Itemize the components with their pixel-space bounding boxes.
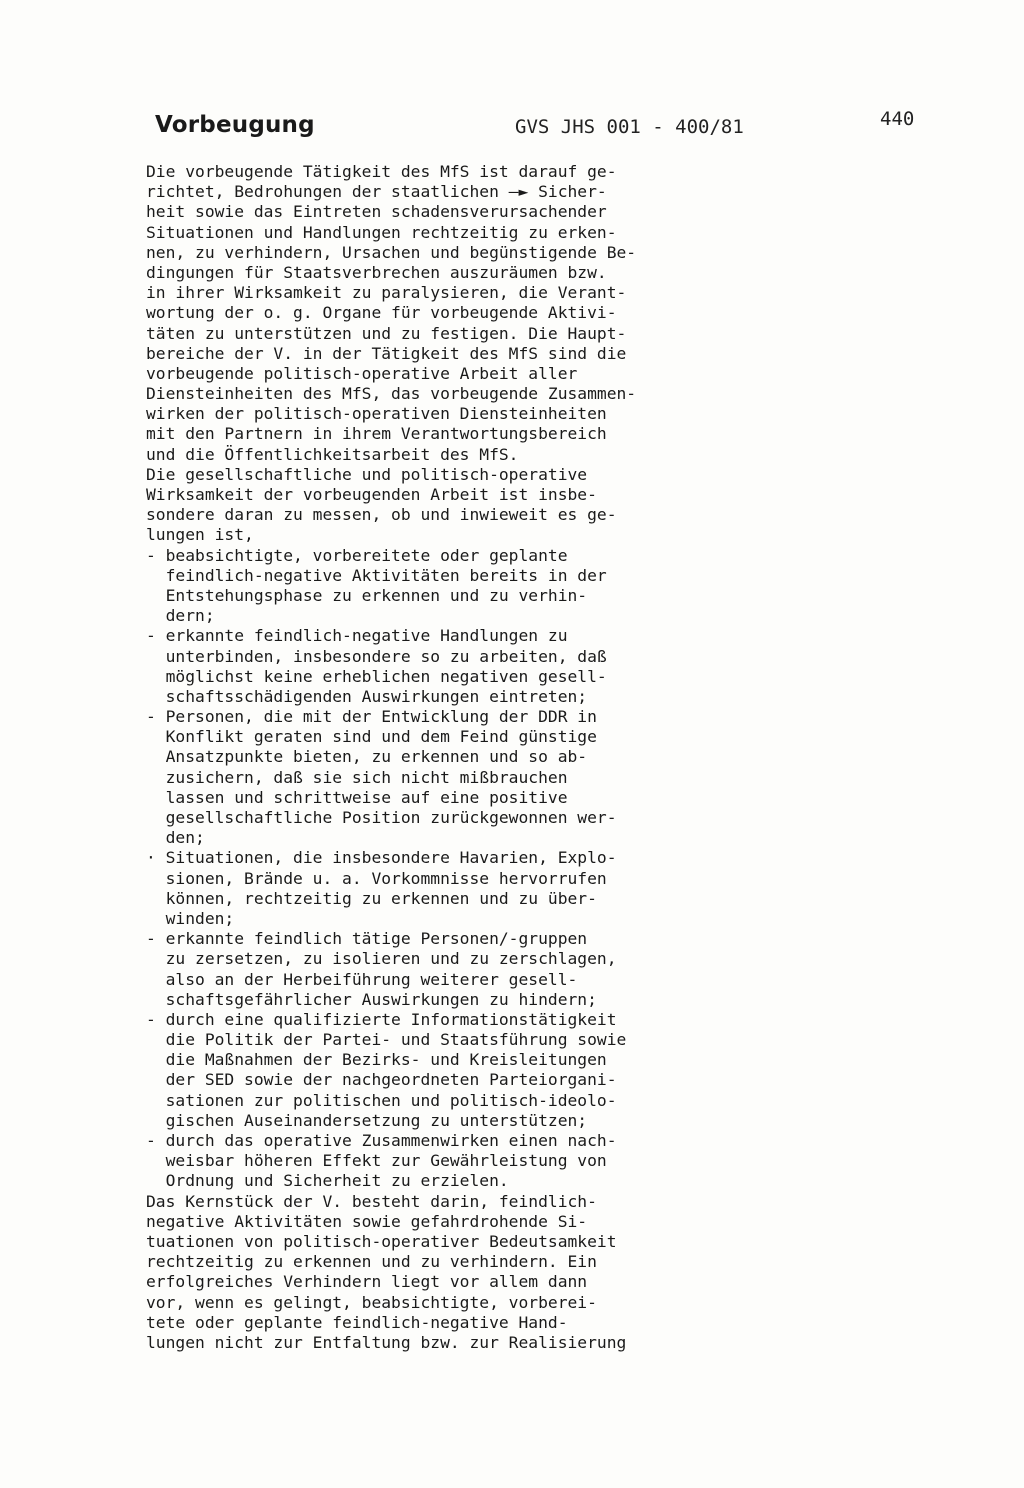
text-line: gesellschaftliche Position zurückgewonnen wer-: [146, 808, 617, 827]
text-line: Ordnung und Sicherheit zu erzielen.: [146, 1171, 509, 1191]
text-line: dern;: [146, 606, 215, 626]
text-line: der SED sowie der nachgeordneten Parteiorgani-: [146, 1070, 617, 1090]
text-line: lungen nicht zur Entfaltung bzw. zur Realisierung: [146, 1332, 627, 1352]
text-line: - Personen, die mit der Entwicklung der DDR in: [146, 707, 597, 727]
text-line: Konflikt geraten sind und dem Feind günstige: [146, 727, 597, 747]
text-line: in ihrer Wirksamkeit zu paralysieren, die Verant-: [146, 283, 627, 303]
text-line: schaftsschädigenden Auswirkungen eintreten;: [146, 686, 588, 706]
document-reference: GVS JHS 001 - 400/81: [515, 116, 744, 138]
text-line: den;: [146, 828, 205, 848]
text-line: - erkannte feindlich-negative Handlungen zu: [146, 626, 568, 646]
text-line: weisbar höheren Effekt zur Gewährleistung von: [146, 1151, 607, 1171]
text-line: möglichst keine erheblichen negativen gesell-: [146, 666, 607, 686]
text-line: also an der Herbeiführung weiterer gesell-: [146, 969, 578, 989]
text-line: die Politik der Partei- und Staatsführung sowie: [146, 1030, 627, 1050]
text-line: Das Kernstück der V. besteht darin, feindlich-: [146, 1191, 597, 1211]
text-line: - beabsichtigte, vorbereitete oder geplante: [146, 545, 568, 565]
text-line: negative Aktivitäten sowie gefahrdrohende Si-: [146, 1211, 588, 1231]
text-line: lungen ist,: [146, 525, 254, 545]
text-line: nen, zu verhindern, Ursachen und begünstigende Be-: [146, 242, 637, 262]
text-line: bereiche der V. in der Tätigkeit des MfS sind die: [146, 343, 627, 363]
page-number: 440: [880, 108, 915, 130]
text-line: vorbeugende politisch-operative Arbeit aller: [146, 363, 578, 383]
text-line: Ansatzpunkte bieten, zu erkennen und so ab-: [146, 747, 588, 767]
text-line: wortung der o. g. Organe für vorbeugende Aktivi-: [146, 303, 617, 323]
body-text: [146, 162, 786, 1353]
text-line: rechtzeitig zu erkennen und zu verhindern. Ein: [146, 1252, 597, 1272]
text-line: lassen und schrittweise auf eine positive: [146, 787, 568, 807]
text-line: - erkannte feindlich tätige Personen/-gruppen: [146, 929, 588, 949]
text-line: feindlich-negative Aktivitäten bereits in der: [146, 565, 607, 585]
text-line: sationen zur politischen und politisch-ideolo-: [146, 1090, 617, 1110]
text-line: richtet, Bedrohungen der staatlichen —► Sicher-: [146, 182, 607, 202]
text-line: wirken der politisch-operativen Diensteinheiten: [146, 404, 607, 424]
text-line: Diensteinheiten des MfS, das vorbeugende Zusammen-: [146, 384, 637, 404]
text-line: Situationen und Handlungen rechtzeitig zu erken-: [146, 222, 617, 242]
text-line: können, rechtzeitig zu erkennen und zu über-: [146, 888, 597, 908]
text-line: - durch das operative Zusammenwirken einen nach-: [146, 1131, 617, 1150]
text-line: zu zersetzen, zu isolieren und zu zerschlagen,: [146, 949, 617, 969]
text-line: Entstehungsphase zu erkennen und zu verhin-: [146, 585, 588, 605]
text-line: zusichern, daß sie sich nicht mißbrauchen: [146, 767, 568, 787]
text-line: Wirksamkeit der vorbeugenden Arbeit ist insbe-: [146, 485, 597, 504]
text-line: winden;: [146, 908, 235, 928]
text-line: mit den Partnern in ihrem Verantwortungsbereich: [146, 424, 607, 444]
text-line: und die Öffentlichkeitsarbeit des MfS.: [146, 444, 519, 464]
text-line: dingungen für Staatsverbrechen auszuräumen bzw.: [146, 262, 607, 282]
text-line: schaftsgefährlicher Auswirkungen zu hindern;: [146, 989, 597, 1009]
text-line: gischen Auseinandersetzung zu unterstützen;: [146, 1110, 588, 1130]
text-line: sionen, Brände u. a. Vorkommnisse hervorrufen: [146, 868, 607, 888]
text-line: erfolgreiches Verhindern liegt vor allem dann: [146, 1272, 588, 1292]
text-line: vor, wenn es gelingt, beabsichtigte, vorberei-: [146, 1292, 597, 1312]
text-line: unterbinden, insbesondere so zu arbeiten, daß: [146, 646, 607, 666]
text-line: tete oder geplante feindlich-negative Hand-: [146, 1312, 568, 1332]
text-line: heit sowie das Eintreten schadensverursachender: [146, 202, 607, 222]
text-line: täten zu unterstützen und zu festigen. Die Haupt-: [146, 323, 627, 343]
text-line: · Situationen, die insbesondere Havarien, Explo-: [146, 848, 617, 868]
text-line: die Maßnahmen der Bezirks- und Kreisleitungen: [146, 1050, 607, 1070]
text-line: tuationen von politisch-operativer Bedeutsamkeit: [146, 1231, 617, 1251]
text-line: - durch eine qualifizierte Informationstätigkeit: [146, 1009, 617, 1029]
section-heading: Vorbeugung: [155, 112, 315, 138]
text-line: sondere daran zu messen, ob und inwieweit es ge-: [146, 505, 617, 525]
text-line: Die vorbeugende Tätigkeit des MfS ist darauf ge-: [146, 162, 617, 181]
text-line: Die gesellschaftliche und politisch-operative: [146, 464, 588, 484]
